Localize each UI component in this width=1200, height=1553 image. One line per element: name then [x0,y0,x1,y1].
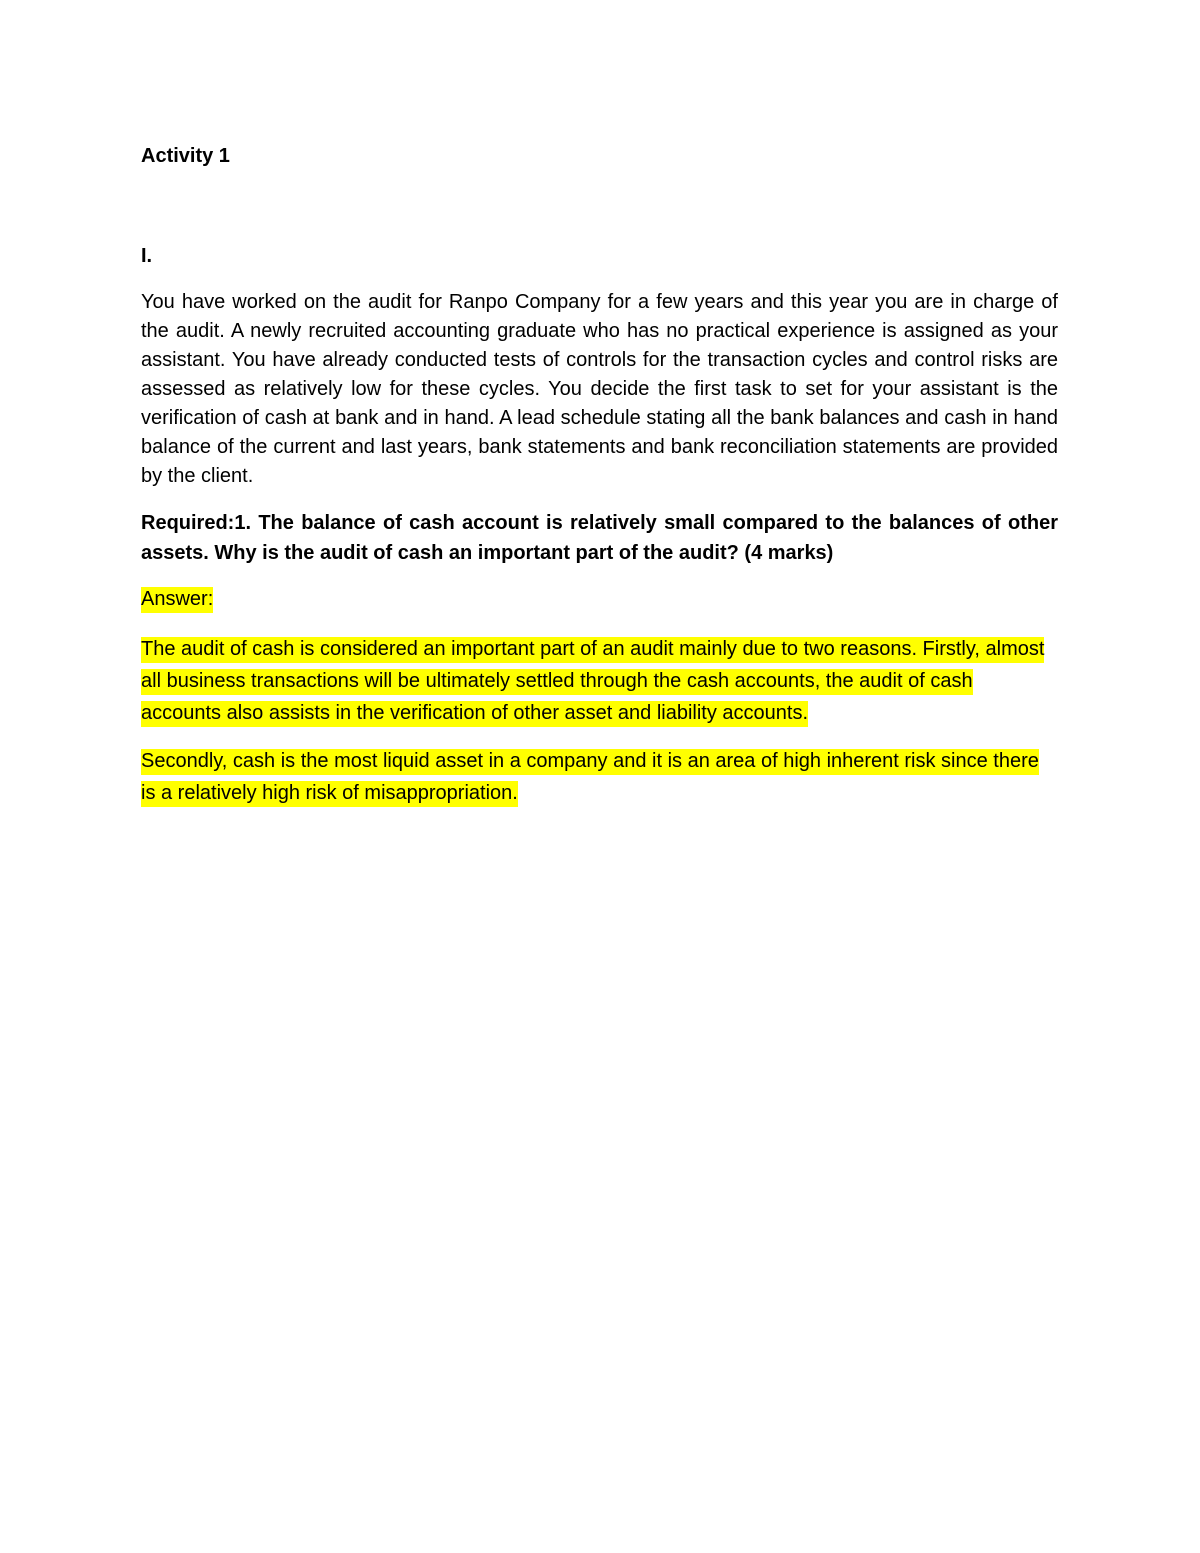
section-number: I. [141,245,153,267]
scenario-paragraph: You have worked on the audit for Ranpo Company for a few years and this year you are in charge of the audit. A newly recruited accounting graduate who has no practical experience is assigned as your assistant. You have already conducted tests of controls for the transaction cycles and control risks are assessed as relatively low for these cycles. You decide the first task to set for your assistant is the verification of cash at bank and in hand. A lead schedule stating all the bank balances and cash in hand balance of the current and last years, bank statements and bank reconciliation statements are provided by the client. [141,291,1058,487]
answer-paragraph-2: Secondly, cash is the most liquid asset in a company and it is an area of high inherent risk since there is a relatively high risk of misappropriation. [141,749,1039,807]
answer-label-block [141,585,1058,614]
answer-paragraph-1: The audit of cash is considered an important part of an audit mainly due to two reasons. Firstly, almost all business transactions will be ultimately settled through the cash accounts, the audit of cash accounts also assists in the verification of other asset and liability accounts. [141,637,1044,727]
required-question: Required:1. The balance of cash account is relatively small compared to the balances of other assets. Why is the audit of cash an important part of the audit? (4 marks) [141,512,1058,564]
activity-title: Activity 1 [141,145,230,167]
answer-paragraph-block-1 [141,633,1058,729]
answer-label: Answer: [141,587,213,613]
answer-paragraph-block-2 [141,745,1058,809]
